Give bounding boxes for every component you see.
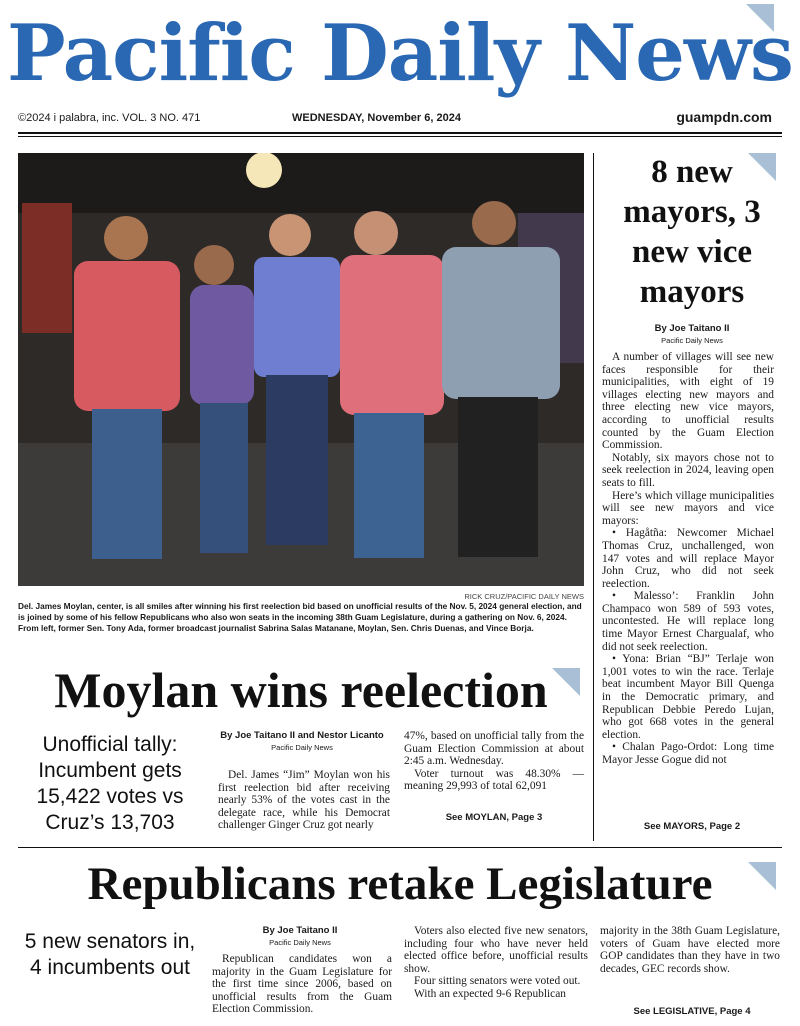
mayors-byline bbox=[600, 323, 784, 347]
mayors-paragraph: • Chalan Pago-Ordot: Long time Mayor Jesse Gogue did not bbox=[602, 741, 774, 766]
mayors-byline-affiliation: Pacific Daily News bbox=[661, 336, 723, 345]
moylan-body-col2 bbox=[404, 730, 584, 793]
photo-credit: RICK CRUZ/PACIFIC DAILY NEWS bbox=[464, 592, 584, 601]
moylan-byline-affiliation: Pacific Daily News bbox=[271, 743, 333, 752]
copyright-line: ©2024 i palabra, inc. VOL. 3 NO. 471 bbox=[18, 112, 201, 124]
legislature-body-col1 bbox=[212, 953, 392, 1016]
moylan-byline bbox=[216, 730, 388, 754]
mayors-byline-name: By Joe Taitano II bbox=[654, 323, 730, 334]
mayors-headline: 8 new mayors, 3 new vice mayors bbox=[623, 154, 761, 310]
mayors-body bbox=[602, 351, 774, 767]
legislature-paragraph: Voters also elected five new senators, including four who have never held elected office before, unofficial results show. bbox=[404, 925, 588, 975]
moylan-body-col1 bbox=[218, 769, 390, 832]
moylan-headline: Moylan wins reelection bbox=[54, 662, 548, 718]
legislature-byline bbox=[210, 925, 390, 949]
legislature-paragraph: Four sitting senators were voted out. bbox=[414, 975, 581, 988]
masthead-rule bbox=[18, 132, 782, 134]
legislature-paragraph: Republican candidates won a majority in the Guam Legislature for the first time since 2006, based on unofficial results from the Guam Election Commission. bbox=[212, 953, 392, 1016]
mayors-paragraph: A number of villages will see new faces responsible for their municipalities, with eight of 19 villages electing new mayors and three electing new vice mayors, according to unofficial results counted by the Guam Election Commission. bbox=[602, 351, 774, 452]
photo-caption: Del. James Moylan, center, is all smiles after winning his first reelection bid based on unofficial results of the Nov. 5, 2024 general election, and is joined by some of his fellow Republicans who also won seats in the incoming 38th Guam Legislature, during a gathering on Nov. 6, 2024. From left, former Sen. Tony Ada, former broadcast journalist Sabrina Salas Matanane, Moylan, Sen. Chris Duenas, and Vince Borja. bbox=[18, 601, 582, 633]
mayors-paragraph: • Hagåtña: Newcomer Michael Thomas Cruz, unchallenged, won 147 votes and will replace Mayor John Cruz, who did not seek reelection. bbox=[602, 527, 774, 590]
moylan-jump-link[interactable]: See MOYLAN, Page 3 bbox=[445, 812, 543, 823]
legislature-paragraph: With an expected 9-6 Republican bbox=[414, 987, 566, 1000]
moylan-byline-names: By Joe Taitano II and Nestor Licanto bbox=[220, 730, 384, 741]
mayors-paragraph: • Yona: Brian “BJ” Terlaje won 1,001 votes to win the race. Terlaje beat incumbent Mayor Bill Quenga in the Democratic primary, and Republican Debbie Peredo Lujan, who got 668 votes in the general election. bbox=[602, 653, 774, 741]
section-rule bbox=[18, 847, 782, 848]
legislature-jump-link[interactable]: See LEGISLATIVE, Page 4 bbox=[633, 1006, 751, 1017]
column-divider bbox=[593, 153, 594, 841]
website-link[interactable]: guampdn.com bbox=[676, 109, 772, 125]
lead-photo bbox=[18, 153, 584, 586]
masthead-rule-thin bbox=[18, 136, 782, 137]
masthead-title: Pacific Daily News bbox=[7, 8, 793, 99]
legislature-byline-affiliation: Pacific Daily News bbox=[269, 938, 331, 947]
moylan-paragraph: Voter turnout was 48.30% — meaning 29,993 of total 62,091 bbox=[404, 767, 584, 793]
legislature-headline: Republicans retake Legislature bbox=[87, 858, 713, 910]
mayors-paragraph: • Malesso’: Franklin John Champaco won 589 of 593 votes, uncontested. He will replace long time Mayor Ernest Chargualaf, who did not seek reelection. bbox=[602, 590, 774, 653]
corner-fold-icon bbox=[746, 4, 774, 32]
mayors-paragraph: Here’s which village municipalities will see new mayors and vice mayors: bbox=[602, 489, 774, 527]
legislature-body-col3 bbox=[600, 925, 780, 975]
group-photo-illustration bbox=[18, 153, 584, 586]
legislature-paragraph: majority in the 38th Guam Legislature, voters of Guam have elected more GOP candidates than they have in two decades, GEC records show. bbox=[600, 925, 780, 975]
legislature-pull-quote: 5 new senators in, 4 incumbents out bbox=[24, 930, 196, 979]
legislature-body-col2 bbox=[404, 925, 588, 1001]
moylan-paragraph: 47%, based on unofficial tally from the Guam Election Commission at about 2:45 a.m. Wednesday. bbox=[404, 730, 584, 768]
legislature-byline-name: By Joe Taitano II bbox=[262, 925, 338, 936]
mayors-jump-link[interactable]: See MAYORS, Page 2 bbox=[643, 821, 741, 832]
mayors-paragraph: Notably, six mayors chose not to seek reelection in 2024, leaving open seats to fill. bbox=[602, 451, 774, 489]
moylan-pull-quote: Unofficial tally: Incumbent gets 15,422 votes vs Cruz’s 13,703 bbox=[36, 733, 184, 834]
moylan-paragraph: Del. James “Jim” Moylan won his first reelection bid after receiving nearly 53% of the votes cast in the delegate race, while his Democrat challenger Ginger Cruz got nearly bbox=[218, 769, 390, 832]
issue-date: WEDNESDAY, November 6, 2024 bbox=[292, 112, 461, 124]
